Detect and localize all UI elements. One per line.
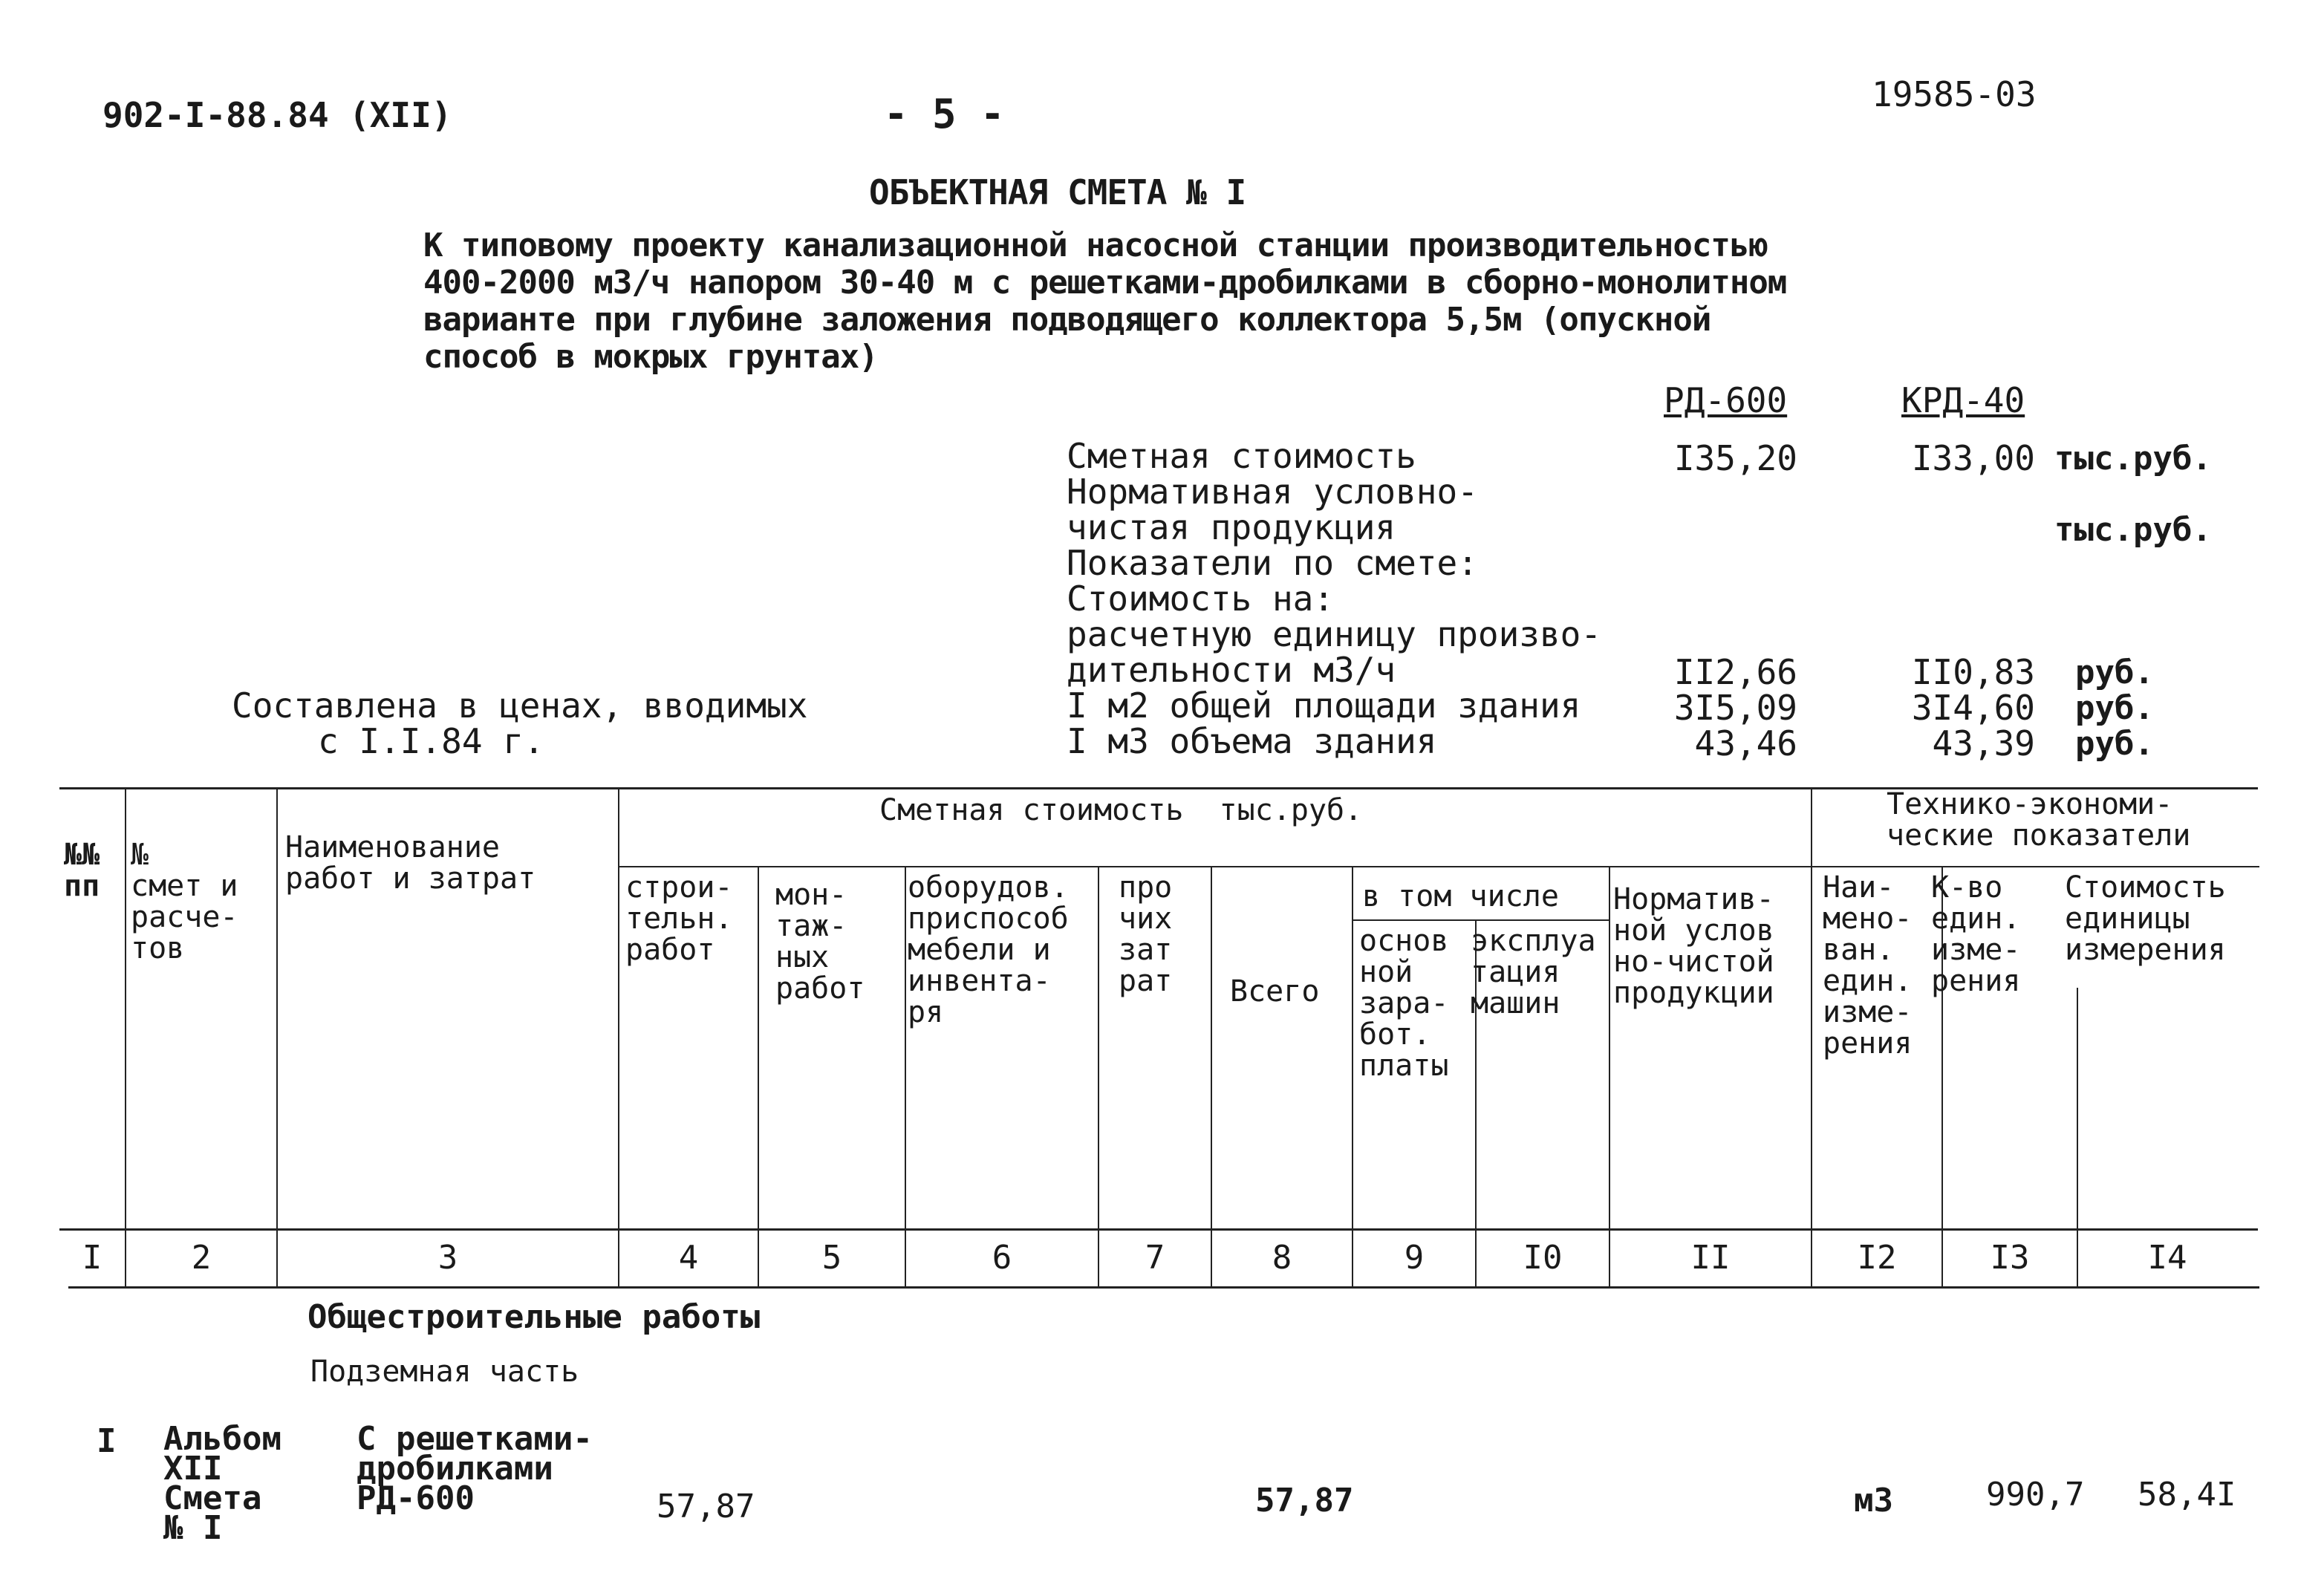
col-number: 6 [992, 1239, 1012, 1277]
volume-value-krd: 43,39 [1932, 723, 2035, 763]
inventory-number: 19585-03 [1872, 74, 2037, 114]
col-number: I4 [2147, 1239, 2187, 1277]
numbers-bottom-rule [68, 1286, 2259, 1289]
row-quantity: 990,7 [1986, 1476, 2085, 1514]
column-head-krd40: КРД-40 [1901, 380, 2025, 420]
col-divider [1352, 866, 1353, 1288]
intro-line: способ в мокрых грунтах) [423, 338, 878, 376]
col-divider [618, 787, 619, 1288]
indicator-label: Показатели по смете: [1067, 543, 1478, 583]
col-divider [1609, 866, 1610, 1288]
volume-value-rd: 43,46 [1694, 723, 1797, 763]
indicator-label: чистая продукция [1067, 507, 1396, 547]
capacity-unit: руб. [2075, 654, 2154, 691]
normative-unit: тыс.руб. [2054, 511, 2212, 549]
header-num-pp: №№ пп [64, 838, 100, 903]
indicator-label: Нормативная условно- [1067, 472, 1478, 512]
col-divider [1211, 866, 1212, 1288]
document-code: 902-I-88.84 [102, 95, 329, 135]
intro-line: К типовому проекту канализационной насосной станции производительностью [423, 227, 1768, 264]
row-name: С решетками- дробилками РД-600 [357, 1420, 593, 1517]
col-number: 5 [821, 1239, 842, 1277]
section-heading: Общестроительные работы [307, 1298, 761, 1336]
col-number: I3 [1990, 1239, 2030, 1277]
subheader-rule [618, 866, 2259, 867]
header-oborud: оборудов. приспособ мебели и инвента- ря [908, 870, 1069, 1029]
area-value-krd: 3I4,60 [1911, 688, 2035, 728]
col-divider [1098, 866, 1099, 1288]
cost-unit: тыс.руб. [2054, 440, 2212, 478]
area-value-rd: 3I5,09 [1673, 688, 1797, 728]
header-name: Наименование работ и затрат [285, 830, 536, 896]
header-osnov: основ ной зара- бот. платы [1359, 924, 1449, 1083]
header-prochih: про чих зат рат [1119, 870, 1173, 998]
col-number: 8 [1272, 1239, 1292, 1277]
header-vsego: Всего [1230, 974, 1320, 1009]
col-number: I [82, 1239, 102, 1277]
row-smeta-ref: Альбом XII Смета № I [163, 1420, 281, 1547]
col-number: I2 [1857, 1239, 1897, 1277]
row-stroit-value: 57,87 [657, 1488, 755, 1525]
col-number: 4 [678, 1239, 699, 1277]
page-number: - 5 - [884, 91, 1005, 137]
indicator-label: I м3 объема здания [1067, 721, 1437, 761]
row-unit-cost: 58,4I [2138, 1476, 2236, 1514]
area-unit: руб. [2075, 689, 2154, 727]
indicator-label: Стоимость на: [1067, 579, 1335, 619]
col-number: II [1690, 1239, 1731, 1277]
indicator-label: Сметная стоимость [1067, 436, 1416, 476]
subsection-heading: Подземная часть [310, 1355, 579, 1389]
col-number: 3 [437, 1239, 458, 1277]
capacity-value-krd: II0,83 [1911, 652, 2035, 692]
row-number: I [97, 1422, 117, 1460]
header-naim-ed: Наи- мено- ван. един. изме- рения [1823, 870, 1913, 1061]
indicator-labels [1067, 438, 1601, 759]
col-number: 9 [1404, 1239, 1425, 1277]
row-unit: м3 [1854, 1482, 1893, 1520]
header-stoim-ed: Стоимость единицы измерения [2065, 870, 2226, 967]
cost-value-krd: I33,00 [1911, 438, 2035, 478]
col-number: I0 [1523, 1239, 1563, 1277]
header-tech-group: Технико-экономи- ческие показатели [1887, 787, 2191, 853]
header-num-smet: № смет и расче- тов [131, 838, 238, 965]
header-cost-group: Сметная стоимость тыс.руб. [879, 793, 1363, 827]
indicator-label: дительности м3/ч [1067, 650, 1396, 690]
col-number: 7 [1145, 1239, 1165, 1277]
col-divider [905, 866, 906, 1288]
header-kvo: К-во един. изме- рения [1931, 870, 2021, 998]
row-total-value: 57,87 [1255, 1482, 1354, 1520]
column-head-rd600: РД-600 [1664, 380, 1788, 420]
col-divider [758, 866, 759, 1288]
col-number: 2 [191, 1239, 212, 1277]
document-volume: (XII) [349, 95, 452, 135]
header-normativ: Норматив- ной услов но-чистой продукции [1613, 882, 1774, 1010]
header-bottom-rule [59, 1228, 2258, 1231]
intro-line: варианте при глубине заложения подводящего коллектора 5,5м (опускной [423, 301, 1711, 339]
in-that-rule [1352, 919, 1609, 921]
intro-paragraph [423, 227, 1786, 376]
col-divider [276, 787, 278, 1288]
header-montazh: мон- таж- ных работ [775, 878, 865, 1006]
page-title: ОБЪЕКТНАЯ СМЕТА № I [869, 172, 1246, 212]
prices-note-line: с I.I.84 г. [318, 721, 544, 761]
intro-line: 400-2000 м3/ч напором 30-40 м с решетками-дробилками в сборно-монолитном [423, 264, 1787, 302]
col-divider [125, 787, 126, 1288]
header-in-that-number: в том числе [1362, 879, 1559, 913]
capacity-value-rd: II2,66 [1673, 652, 1797, 692]
header-stroit: строи- тельн. работ [625, 870, 733, 967]
indicator-label: I м2 общей площади здания [1067, 685, 1581, 726]
prices-note-line: Составлена в ценах, вводимых [232, 685, 808, 726]
header-ekspl: эксплуа тация машин [1471, 924, 1596, 1020]
col-divider [1811, 787, 1812, 1288]
indicator-label: расчетную единицу произво- [1067, 614, 1602, 654]
volume-unit: руб. [2075, 725, 2154, 763]
cost-value-rd: I35,20 [1673, 438, 1797, 478]
